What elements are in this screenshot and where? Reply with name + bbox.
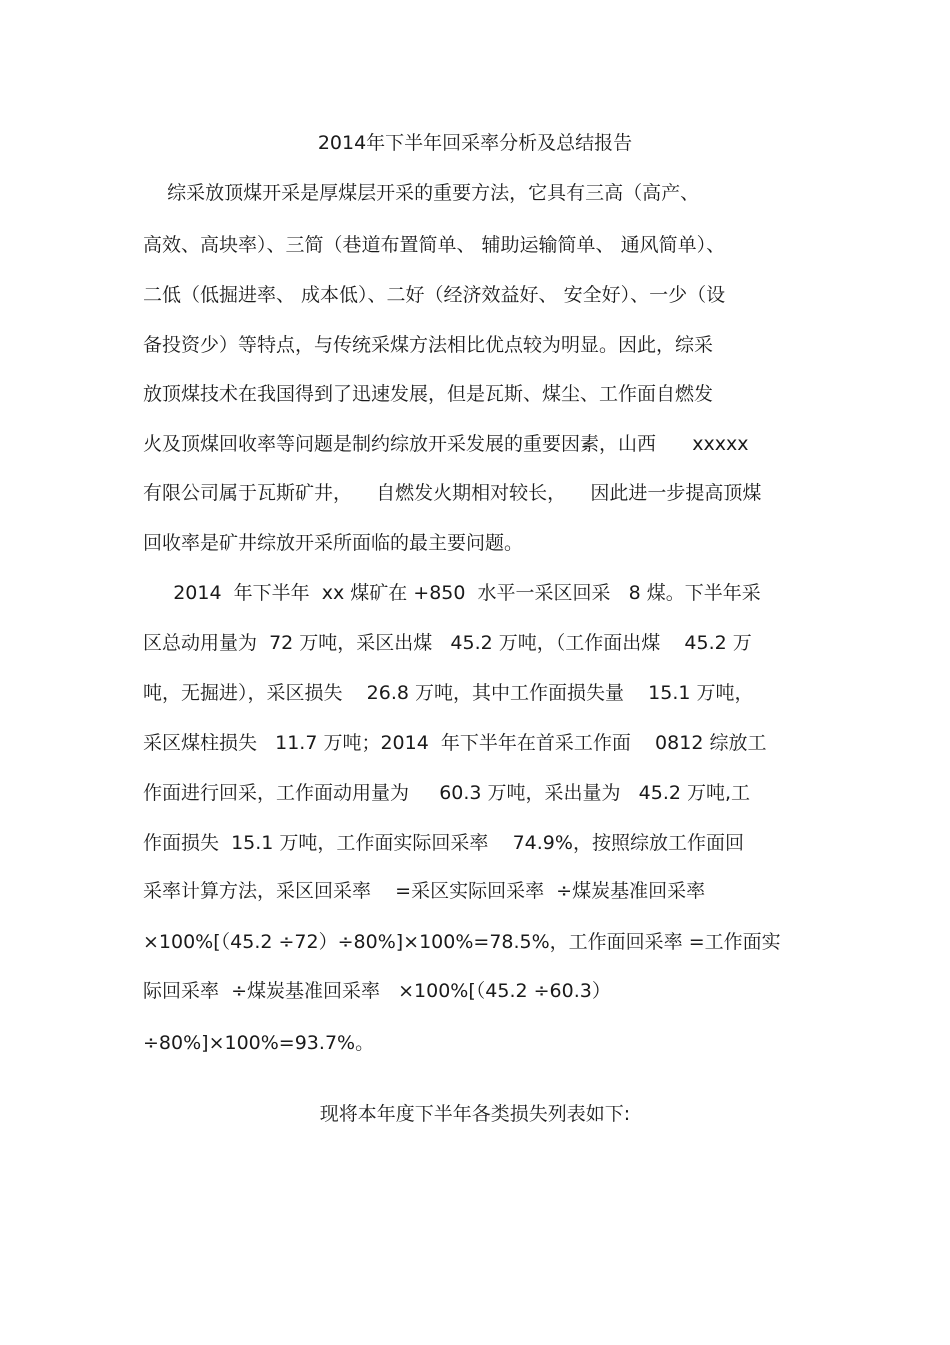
paragraph-1-line-2: 高效、高块率）、三简（巷道布置简单、 辅助运输简单、 通风简单）、 <box>143 234 726 256</box>
paragraph-1-line-4: 备投资少）等特点，与传统采煤方法相比优点较为明显。因此，综采 <box>143 334 714 356</box>
paragraph-2-line-4: 采区煤柱损失 11.7 万吨；2014 年下半年在首采工作面 0812 综放工 <box>143 732 767 754</box>
paragraph-2-line-10: ÷80%]×100%=93.7%。 <box>143 1032 375 1054</box>
paragraph-2-line-6: 作面损失 15.1 万吨，工作面实际回采率 74.9%，按照综放工作面回 <box>143 832 744 854</box>
paragraph-2-line-5: 作面进行回采，工作面动用量为 60.3 万吨，采出量为 45.2 万吨,工 <box>143 782 751 804</box>
paragraph-1-line-7: 有限公司属于瓦斯矿井， 自燃发火期相对较长， 因此进一步提高顶煤 <box>143 482 762 504</box>
paragraph-1-line-3: 二低（低掘进率、 成本低）、二好（经济效益好、 安全好）、一少（设 <box>143 284 726 306</box>
paragraph-2-line-9: 际回采率 ÷煤炭基准回采率 ×100%[（45.2 ÷60.3） <box>143 980 611 1002</box>
paragraph-2-line-2: 区总动用量为 72 万吨，采区出煤 45.2 万吨，（工作面出煤 45.2 万 <box>143 632 752 654</box>
document-title: 2014年下半年回采率分析及总结报告 <box>317 132 633 154</box>
paragraph-1-line-5: 放顶煤技术在我国得到了迅速发展，但是瓦斯、煤尘、工作面自燃发 <box>143 383 714 405</box>
paragraph-1-line-1: 综采放顶煤开采是厚煤层开采的重要方法，它具有三高（高产、 <box>143 182 700 204</box>
paragraph-1-line-6: 火及顶煤回收率等问题是制约综放开采发展的重要因素，山西 xxxxx <box>143 433 749 455</box>
paragraph-2-line-8: ×100%[（45.2 ÷72）÷80%]×100%=78.5%，工作面回采率 =工作面实 <box>143 931 781 953</box>
paragraph-2-line-1: 2014 年下半年 xx 煤矿在 +850 水平一采区回采 8 煤。下半年采 <box>143 582 761 604</box>
paragraph-2-line-7: 采率计算方法，采区回采率 =采区实际回采率 ÷煤炭基准回采率 <box>143 880 706 902</box>
closing-line: 现将本年度下半年各类损失列表如下: <box>319 1103 631 1125</box>
paragraph-1-line-8: 回收率是矿井综放开采所面临的最主要问题。 <box>143 532 524 554</box>
paragraph-2-line-3: 吨，无掘进），采区损失 26.8 万吨，其中工作面损失量 15.1 万吨， <box>143 682 754 704</box>
